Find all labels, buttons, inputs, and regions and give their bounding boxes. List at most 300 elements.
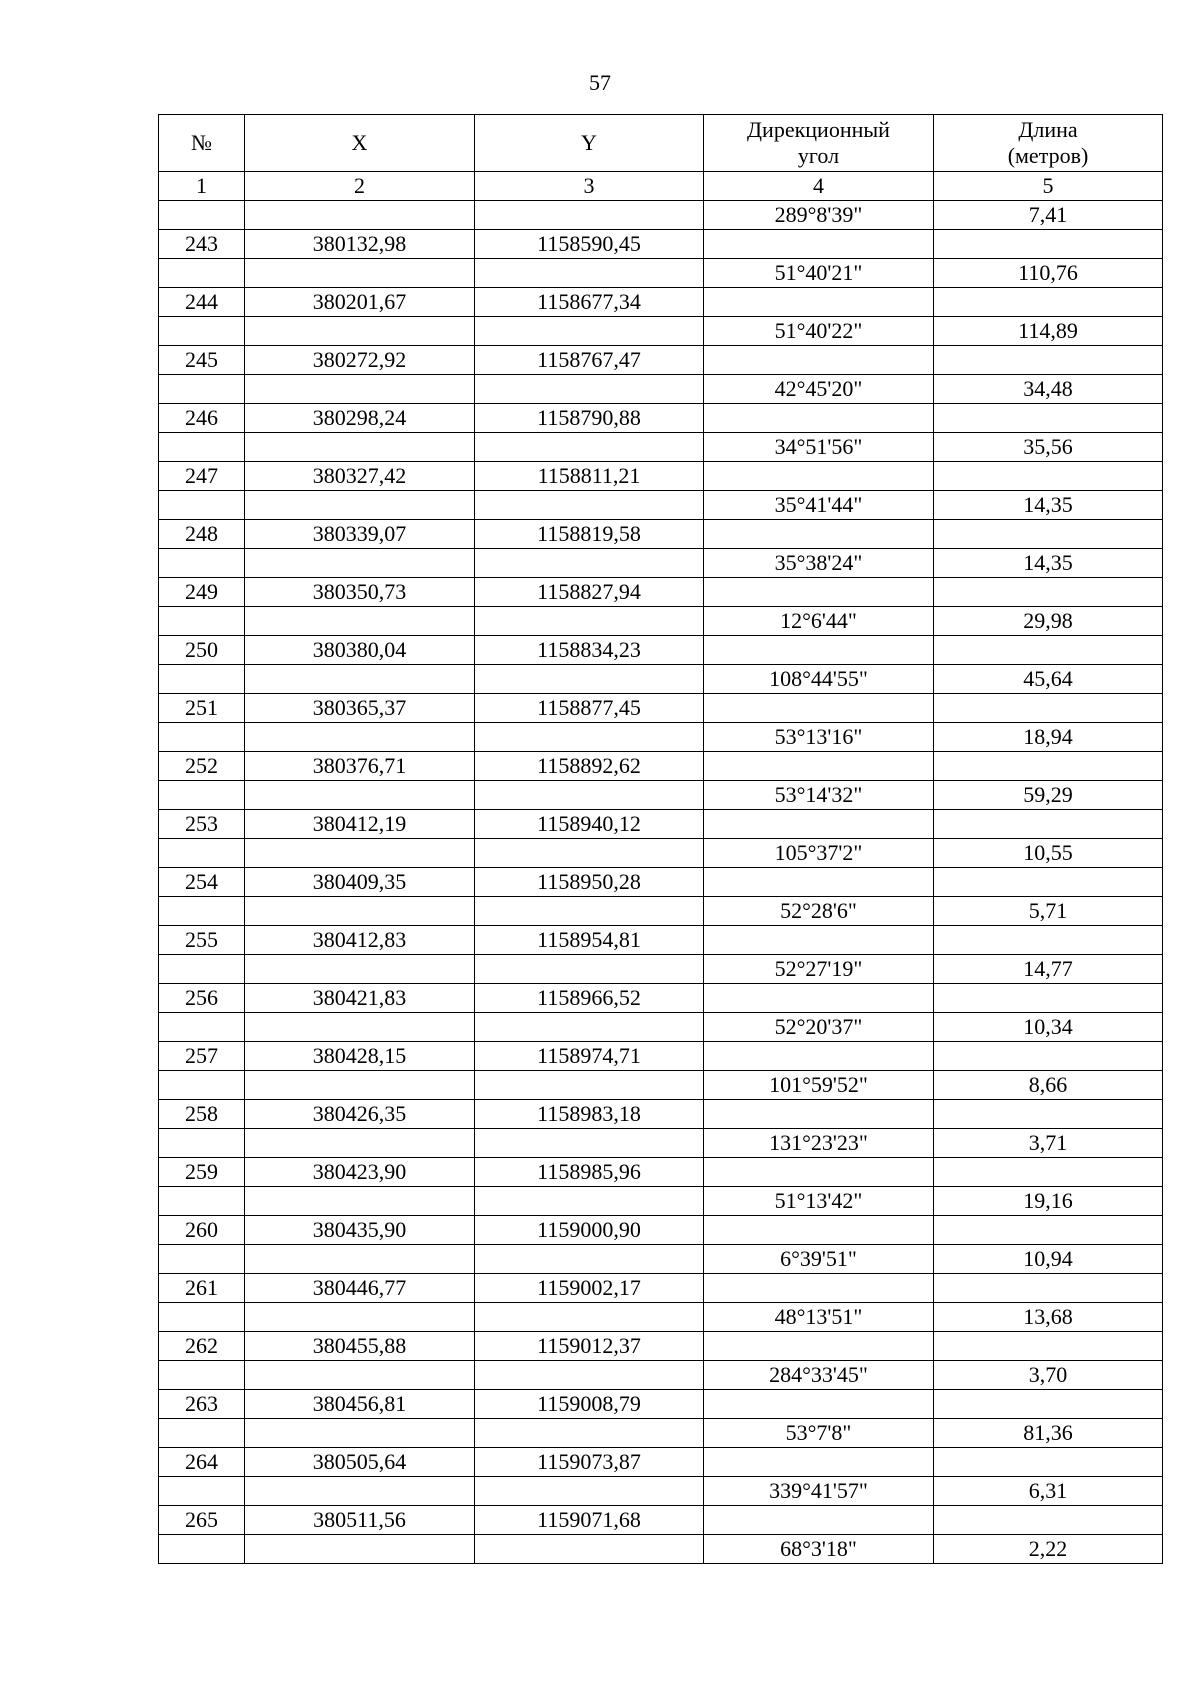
cell-angle — [704, 810, 934, 839]
table-row — [159, 520, 1163, 549]
cell-length: 110,76 — [934, 259, 1163, 288]
table-row — [159, 897, 1163, 926]
cell-length — [934, 984, 1163, 1013]
table-row — [159, 549, 1163, 578]
cell-y — [475, 375, 704, 404]
table-row — [159, 984, 1163, 1013]
table-row — [159, 955, 1163, 984]
table-row — [159, 1477, 1163, 1506]
table-row — [159, 1419, 1163, 1448]
cell-point-number: 248 — [159, 520, 245, 549]
cell-angle — [704, 462, 934, 491]
cell-y — [475, 201, 704, 230]
cell-angle: 101°59'52" — [704, 1071, 934, 1100]
table-row — [159, 636, 1163, 665]
cell-point-number: 253 — [159, 810, 245, 839]
cell-angle — [704, 346, 934, 375]
cell-length: 6,31 — [934, 1477, 1163, 1506]
cell-point-number: 245 — [159, 346, 245, 375]
cell-x — [245, 1361, 475, 1390]
cell-angle: 6°39'51" — [704, 1245, 934, 1274]
table-row — [159, 607, 1163, 636]
cell-angle — [704, 404, 934, 433]
cell-length: 29,98 — [934, 607, 1163, 636]
cell-point-number — [159, 433, 245, 462]
cell-angle: 34°51'56" — [704, 433, 934, 462]
cell-point-number: 262 — [159, 1332, 245, 1361]
cell-x — [245, 259, 475, 288]
cell-y: 1158590,45 — [475, 230, 704, 259]
cell-x: 380456,81 — [245, 1390, 475, 1419]
cell-angle: 108°44'55" — [704, 665, 934, 694]
cell-point-number: 255 — [159, 926, 245, 955]
cell-y: 1158677,34 — [475, 288, 704, 317]
cell-angle — [704, 1390, 934, 1419]
cell-y: 1158950,28 — [475, 868, 704, 897]
cell-point-number: 261 — [159, 1274, 245, 1303]
cell-point-number — [159, 491, 245, 520]
cell-point-number: 265 — [159, 1506, 245, 1535]
table-row — [159, 491, 1163, 520]
cell-x: 380505,64 — [245, 1448, 475, 1477]
cell-x: 380298,24 — [245, 404, 475, 433]
table-row — [159, 781, 1163, 810]
cell-y — [475, 781, 704, 810]
cell-y — [475, 607, 704, 636]
cell-x: 380272,92 — [245, 346, 475, 375]
table-row — [159, 752, 1163, 781]
cell-angle — [704, 926, 934, 955]
cell-length: 3,70 — [934, 1361, 1163, 1390]
cell-x — [245, 1129, 475, 1158]
cell-y: 1159071,68 — [475, 1506, 704, 1535]
header-angle-line1: Дирекционный — [747, 117, 890, 142]
cell-angle — [704, 230, 934, 259]
table-row — [159, 1245, 1163, 1274]
table-row — [159, 1390, 1163, 1419]
header-x: X — [245, 115, 475, 172]
cell-y: 1158834,23 — [475, 636, 704, 665]
cell-x: 380376,71 — [245, 752, 475, 781]
cell-x — [245, 1187, 475, 1216]
column-number-row — [159, 172, 1163, 201]
column-number: 1 — [159, 172, 245, 201]
header-row — [159, 115, 1163, 172]
cell-angle — [704, 1506, 934, 1535]
cell-point-number — [159, 955, 245, 984]
cell-x: 380426,35 — [245, 1100, 475, 1129]
cell-angle: 35°41'44" — [704, 491, 934, 520]
cell-angle — [704, 1332, 934, 1361]
cell-y — [475, 433, 704, 462]
cell-y: 1158974,71 — [475, 1042, 704, 1071]
cell-point-number: 263 — [159, 1390, 245, 1419]
cell-y — [475, 1129, 704, 1158]
cell-length — [934, 636, 1163, 665]
cell-length: 10,55 — [934, 839, 1163, 868]
cell-y — [475, 1535, 704, 1564]
cell-angle: 51°13'42" — [704, 1187, 934, 1216]
cell-y — [475, 1071, 704, 1100]
header-y: Y — [475, 115, 704, 172]
table-row — [159, 839, 1163, 868]
cell-point-number — [159, 897, 245, 926]
cell-x — [245, 839, 475, 868]
table-row — [159, 926, 1163, 955]
cell-y — [475, 1419, 704, 1448]
table-row — [159, 259, 1163, 288]
cell-length: 114,89 — [934, 317, 1163, 346]
cell-angle: 51°40'22" — [704, 317, 934, 346]
cell-y: 1159002,17 — [475, 1274, 704, 1303]
table-row — [159, 230, 1163, 259]
cell-y: 1159008,79 — [475, 1390, 704, 1419]
cell-angle: 53°7'8" — [704, 1419, 934, 1448]
cell-length: 13,68 — [934, 1303, 1163, 1332]
cell-angle — [704, 984, 934, 1013]
cell-point-number — [159, 1129, 245, 1158]
cell-point-number — [159, 723, 245, 752]
cell-angle: 105°37'2" — [704, 839, 934, 868]
cell-x — [245, 955, 475, 984]
cell-point-number — [159, 1361, 245, 1390]
table-row — [159, 723, 1163, 752]
cell-angle — [704, 694, 934, 723]
cell-angle: 53°14'32" — [704, 781, 934, 810]
cell-y — [475, 1245, 704, 1274]
cell-y — [475, 665, 704, 694]
cell-point-number: 264 — [159, 1448, 245, 1477]
cell-y: 1158827,94 — [475, 578, 704, 607]
table-row — [159, 1332, 1163, 1361]
cell-length — [934, 1506, 1163, 1535]
cell-x: 380511,56 — [245, 1506, 475, 1535]
cell-x: 380412,19 — [245, 810, 475, 839]
cell-length — [934, 1158, 1163, 1187]
cell-x — [245, 1245, 475, 1274]
cell-point-number — [159, 1535, 245, 1564]
table-row — [159, 1042, 1163, 1071]
cell-y — [475, 723, 704, 752]
cell-length: 14,35 — [934, 491, 1163, 520]
cell-point-number: 246 — [159, 404, 245, 433]
cell-length — [934, 520, 1163, 549]
cell-length — [934, 346, 1163, 375]
cell-y — [475, 1187, 704, 1216]
cell-length: 14,77 — [934, 955, 1163, 984]
cell-x — [245, 897, 475, 926]
cell-point-number: 252 — [159, 752, 245, 781]
cell-x: 380409,35 — [245, 868, 475, 897]
cell-length: 3,71 — [934, 1129, 1163, 1158]
cell-y: 1158819,58 — [475, 520, 704, 549]
cell-length: 2,22 — [934, 1535, 1163, 1564]
cell-y — [475, 259, 704, 288]
cell-point-number: 258 — [159, 1100, 245, 1129]
cell-point-number — [159, 375, 245, 404]
cell-angle — [704, 1158, 934, 1187]
table-row — [159, 1506, 1163, 1535]
header-length-line2: (метров) — [1007, 143, 1089, 168]
table-row — [159, 433, 1163, 462]
cell-x: 380201,67 — [245, 288, 475, 317]
cell-x — [245, 665, 475, 694]
cell-y: 1158954,81 — [475, 926, 704, 955]
cell-point-number — [159, 1071, 245, 1100]
cell-length: 14,35 — [934, 549, 1163, 578]
cell-point-number: 260 — [159, 1216, 245, 1245]
cell-point-number: 244 — [159, 288, 245, 317]
table-row — [159, 1071, 1163, 1100]
cell-x — [245, 781, 475, 810]
cell-point-number: 251 — [159, 694, 245, 723]
table-row — [159, 1013, 1163, 1042]
cell-y: 1158966,52 — [475, 984, 704, 1013]
cell-angle: 35°38'24" — [704, 549, 934, 578]
cell-point-number — [159, 1013, 245, 1042]
cell-point-number: 254 — [159, 868, 245, 897]
cell-point-number — [159, 1477, 245, 1506]
cell-length — [934, 404, 1163, 433]
cell-length — [934, 810, 1163, 839]
cell-length — [934, 288, 1163, 317]
column-number: 3 — [475, 172, 704, 201]
cell-length: 81,36 — [934, 1419, 1163, 1448]
column-number: 5 — [934, 172, 1163, 201]
cell-y — [475, 839, 704, 868]
cell-length: 34,48 — [934, 375, 1163, 404]
cell-x: 380327,42 — [245, 462, 475, 491]
table-row — [159, 288, 1163, 317]
cell-point-number — [159, 607, 245, 636]
table-row — [159, 1274, 1163, 1303]
cell-angle — [704, 1100, 934, 1129]
cell-x: 380428,15 — [245, 1042, 475, 1071]
cell-y: 1158892,62 — [475, 752, 704, 781]
cell-x: 380435,90 — [245, 1216, 475, 1245]
cell-length: 10,34 — [934, 1013, 1163, 1042]
table-row — [159, 1448, 1163, 1477]
table-row — [159, 578, 1163, 607]
cell-length: 10,94 — [934, 1245, 1163, 1274]
cell-angle — [704, 578, 934, 607]
cell-y: 1159000,90 — [475, 1216, 704, 1245]
cell-length — [934, 1448, 1163, 1477]
cell-point-number — [159, 317, 245, 346]
cell-y: 1158767,47 — [475, 346, 704, 375]
cell-angle: 52°28'6" — [704, 897, 934, 926]
cell-length: 5,71 — [934, 897, 1163, 926]
cell-point-number — [159, 259, 245, 288]
cell-angle: 131°23'23" — [704, 1129, 934, 1158]
cell-x — [245, 375, 475, 404]
cell-x: 380455,88 — [245, 1332, 475, 1361]
cell-length — [934, 1100, 1163, 1129]
table-row — [159, 1361, 1163, 1390]
header-length — [934, 115, 1163, 172]
cell-angle — [704, 520, 934, 549]
cell-y — [475, 897, 704, 926]
cell-length: 7,41 — [934, 201, 1163, 230]
cell-x: 380446,77 — [245, 1274, 475, 1303]
cell-x — [245, 1071, 475, 1100]
cell-point-number: 243 — [159, 230, 245, 259]
cell-length: 19,16 — [934, 1187, 1163, 1216]
cell-length — [934, 1332, 1163, 1361]
table-row — [159, 404, 1163, 433]
column-number: 2 — [245, 172, 475, 201]
cell-angle: 48°13'51" — [704, 1303, 934, 1332]
cell-y: 1158811,21 — [475, 462, 704, 491]
header-angle-line2: угол — [797, 143, 840, 168]
cell-x — [245, 1535, 475, 1564]
table-row — [159, 810, 1163, 839]
cell-length: 18,94 — [934, 723, 1163, 752]
cell-y: 1158790,88 — [475, 404, 704, 433]
table-row — [159, 346, 1163, 375]
cell-y: 1158940,12 — [475, 810, 704, 839]
cell-point-number — [159, 1419, 245, 1448]
cell-y: 1158983,18 — [475, 1100, 704, 1129]
table-row — [159, 462, 1163, 491]
cell-point-number — [159, 549, 245, 578]
cell-point-number: 259 — [159, 1158, 245, 1187]
table-row — [159, 201, 1163, 230]
header-num: № — [159, 115, 245, 172]
cell-x — [245, 317, 475, 346]
table-row — [159, 1535, 1163, 1564]
table-row — [159, 375, 1163, 404]
cell-length: 35,56 — [934, 433, 1163, 462]
table-row — [159, 868, 1163, 897]
cell-point-number — [159, 665, 245, 694]
cell-point-number — [159, 839, 245, 868]
cell-x: 380350,73 — [245, 578, 475, 607]
cell-length — [934, 462, 1163, 491]
cell-length — [934, 230, 1163, 259]
cell-angle: 339°41'57" — [704, 1477, 934, 1506]
cell-angle: 51°40'21" — [704, 259, 934, 288]
cell-x: 380423,90 — [245, 1158, 475, 1187]
table-row — [159, 1187, 1163, 1216]
cell-y: 1159012,37 — [475, 1332, 704, 1361]
table-row — [159, 694, 1163, 723]
cell-angle: 52°27'19" — [704, 955, 934, 984]
cell-angle — [704, 752, 934, 781]
cell-y — [475, 955, 704, 984]
table-body — [159, 201, 1163, 1564]
cell-length: 59,29 — [934, 781, 1163, 810]
cell-y — [475, 1361, 704, 1390]
cell-point-number — [159, 201, 245, 230]
cell-length — [934, 1274, 1163, 1303]
cell-angle: 42°45'20" — [704, 375, 934, 404]
table-row — [159, 1158, 1163, 1187]
cell-angle: 284°33'45" — [704, 1361, 934, 1390]
cell-point-number: 249 — [159, 578, 245, 607]
cell-x — [245, 549, 475, 578]
cell-point-number: 256 — [159, 984, 245, 1013]
table-row — [159, 665, 1163, 694]
cell-length — [934, 578, 1163, 607]
cell-y: 1158877,45 — [475, 694, 704, 723]
cell-x: 380412,83 — [245, 926, 475, 955]
cell-length — [934, 752, 1163, 781]
cell-length — [934, 868, 1163, 897]
cell-x — [245, 1303, 475, 1332]
table-row — [159, 1129, 1163, 1158]
header-length-line1: Длина — [1018, 117, 1078, 142]
cell-x — [245, 1013, 475, 1042]
cell-angle: 68°3'18" — [704, 1535, 934, 1564]
cell-length — [934, 1216, 1163, 1245]
cell-angle: 53°13'16" — [704, 723, 934, 752]
cell-y — [475, 549, 704, 578]
cell-y — [475, 1013, 704, 1042]
table-row — [159, 1303, 1163, 1332]
cell-length — [934, 1390, 1163, 1419]
cell-x: 380380,04 — [245, 636, 475, 665]
cell-y — [475, 491, 704, 520]
cell-x — [245, 201, 475, 230]
cell-y — [475, 1477, 704, 1506]
cell-length: 45,64 — [934, 665, 1163, 694]
cell-angle: 52°20'37" — [704, 1013, 934, 1042]
cell-angle — [704, 1216, 934, 1245]
page-number: 57 — [589, 70, 611, 95]
cell-y: 1158985,96 — [475, 1158, 704, 1187]
cell-angle — [704, 1042, 934, 1071]
cell-angle — [704, 1448, 934, 1477]
header-angle — [704, 115, 934, 172]
cell-x — [245, 1477, 475, 1506]
coordinates-table — [158, 114, 1163, 1564]
cell-angle — [704, 288, 934, 317]
table-row — [159, 1100, 1163, 1129]
cell-x: 380339,07 — [245, 520, 475, 549]
cell-angle — [704, 636, 934, 665]
cell-point-number — [159, 1303, 245, 1332]
cell-y — [475, 1303, 704, 1332]
cell-point-number — [159, 1245, 245, 1274]
cell-angle: 12°6'44" — [704, 607, 934, 636]
cell-x — [245, 433, 475, 462]
cell-y — [475, 317, 704, 346]
cell-y: 1159073,87 — [475, 1448, 704, 1477]
cell-length — [934, 926, 1163, 955]
cell-x — [245, 723, 475, 752]
column-number: 4 — [704, 172, 934, 201]
cell-point-number — [159, 1187, 245, 1216]
cell-x: 380365,37 — [245, 694, 475, 723]
cell-x — [245, 607, 475, 636]
cell-x: 380132,98 — [245, 230, 475, 259]
cell-point-number: 247 — [159, 462, 245, 491]
table-row — [159, 1216, 1163, 1245]
cell-length: 8,66 — [934, 1071, 1163, 1100]
cell-point-number — [159, 781, 245, 810]
cell-x — [245, 491, 475, 520]
cell-x — [245, 1419, 475, 1448]
cell-point-number: 257 — [159, 1042, 245, 1071]
cell-angle — [704, 868, 934, 897]
table-row — [159, 317, 1163, 346]
cell-length — [934, 694, 1163, 723]
cell-angle — [704, 1274, 934, 1303]
cell-point-number: 250 — [159, 636, 245, 665]
cell-length — [934, 1042, 1163, 1071]
cell-angle: 289°8'39" — [704, 201, 934, 230]
